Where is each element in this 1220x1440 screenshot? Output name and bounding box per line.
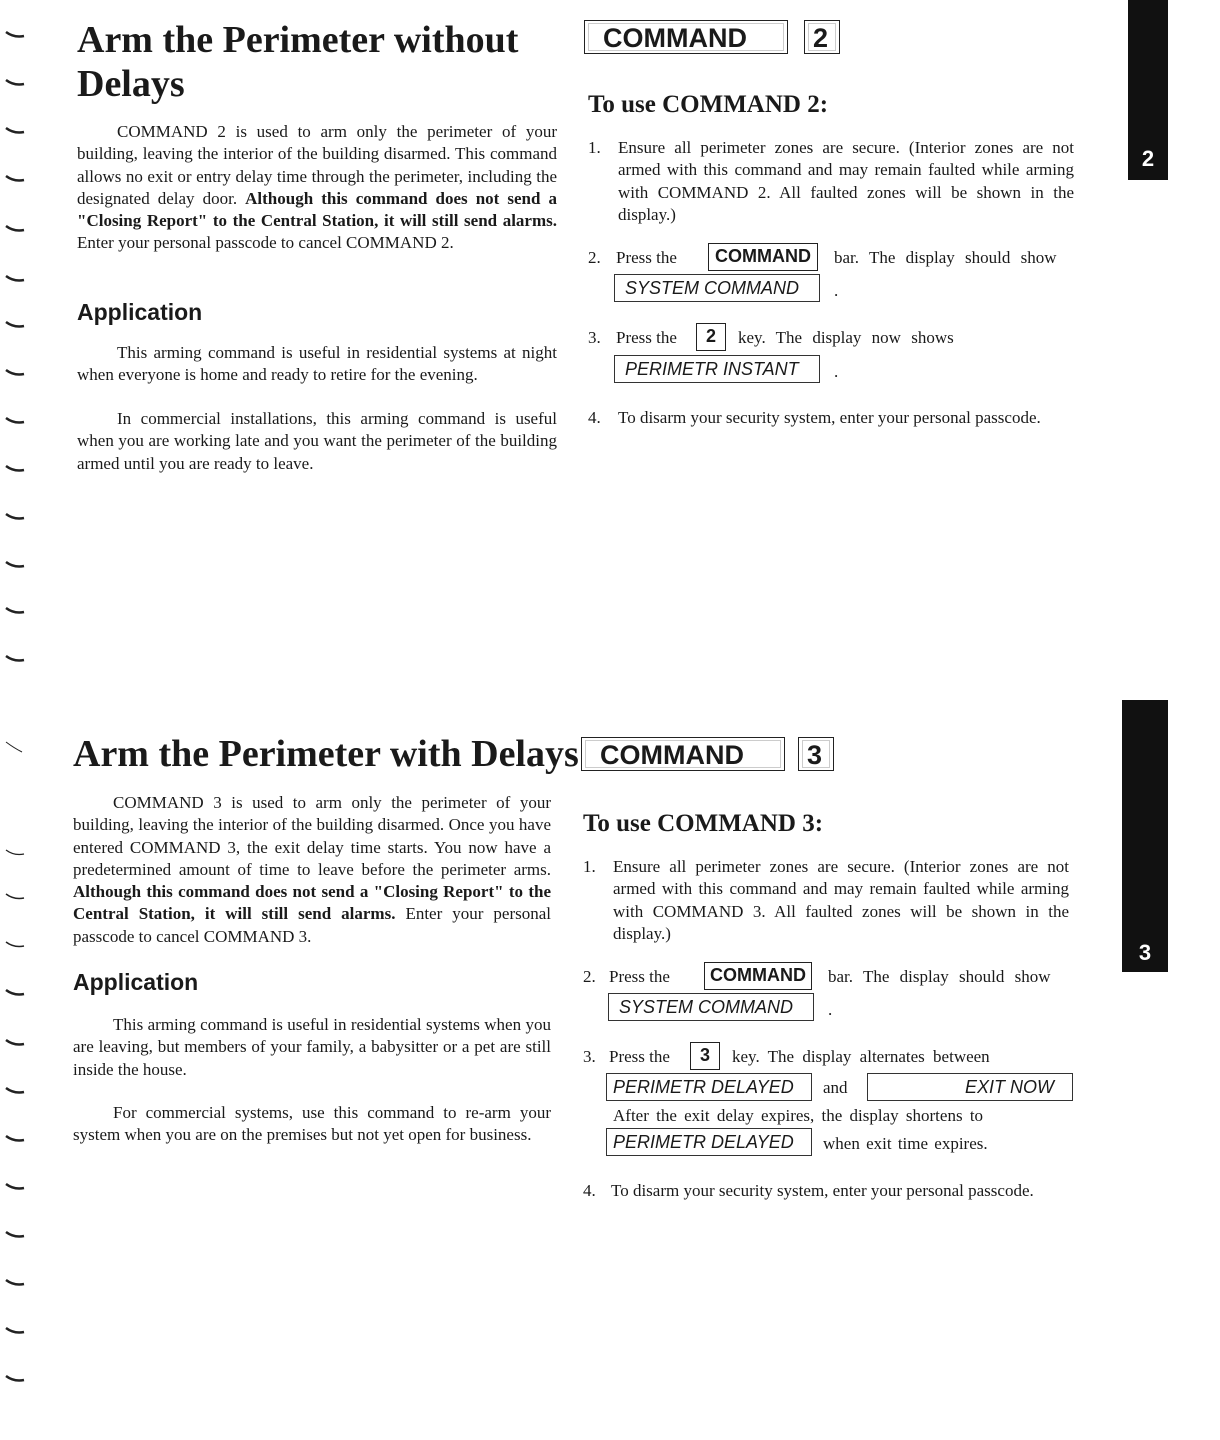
section1-command-key-graphic [584, 20, 788, 54]
section1-page-tab-label: 2 [1141, 146, 1155, 171]
section2-intro-paragraph [73, 792, 551, 948]
section2-step3-when-expires: when exit time expires. [823, 1134, 988, 1153]
section2-step3-after: key. The display alternates between [732, 1047, 990, 1066]
section1-step2-after: bar. The display should show [834, 248, 1057, 267]
section1-application-paragraph1: This arming command is useful in residential systems at night when everyone is home and ready to retire for the evening. [77, 343, 557, 385]
section1-step2-display: SYSTEM COMMAND [614, 274, 820, 302]
section1-step1 [588, 137, 1074, 229]
section2-command-key-graphic [581, 737, 785, 771]
section1-step2-end: . [834, 281, 839, 300]
section2-step3-display-delayed: PERIMETR DELAYED [606, 1073, 812, 1101]
section1-step2-number: 2. [588, 248, 601, 267]
section2-use-heading: To use COMMAND 3: [583, 810, 824, 837]
section2-step2-display: SYSTEM COMMAND [608, 993, 814, 1021]
section2-step4 [583, 1180, 1083, 1204]
section1-title-line2: Delays [77, 63, 185, 105]
section1-step3-number-key-label: 2 [705, 326, 716, 346]
section1-intro-text: COMMAND 2 is used to arm only the perimeter of your building, leaving the interior of the building disarmed. This command allows no exit or entry delay time through the perimeter, including the designated delay door. [77, 122, 557, 208]
section1-step2-command-key [708, 243, 818, 271]
section2-application-paragraph1: This arming command is useful in residential systems when you are leaving, but members of your family, a babysitter or a pet are still inside the house. [73, 1015, 551, 1079]
section2-page-tab-label: 3 [1138, 940, 1152, 965]
section1-number-key-graphic [804, 20, 840, 54]
section2-step3-display-shortened: PERIMETR DELAYED [606, 1128, 812, 1156]
section1-step2-press: Press the [616, 248, 677, 267]
section1-title-line1: Arm the Perimeter without [77, 19, 519, 61]
section2-intro-bold: Although this command does not send a "Closing Report" to the Central Station, it will still send alarms. [73, 882, 551, 924]
section1-intro-paragraph [77, 121, 557, 255]
section2-step2-after: bar. The display should show [828, 967, 1051, 986]
section1-intro-bold: Although this command does not send a "Closing Report" to the Central Station, it will still send alarms. [77, 188, 557, 231]
section2-application-heading: Application [73, 969, 199, 995]
section2-number-key-label: 3 [807, 740, 823, 770]
section1-step3-press: Press the [616, 328, 677, 347]
section2-step4-text: To disarm your security system, enter your personal passcode. [611, 1181, 1034, 1200]
section1-step1-number: 1. [588, 138, 601, 157]
section2-step3-number: 3. [583, 1047, 596, 1066]
section2-step2-end: . [828, 1000, 833, 1019]
section1-application-paragraph2: In commercial installations, this arming command is useful when you are working late and you want the perimeter of the building armed until you are ready to leave. [77, 409, 557, 473]
section2-step1-text: Ensure all perimeter zones are secure. (Interior zones are not armed with this command and may remain faulted while arming with COMMAND 3. All faulted zones will be shown in the display.) [613, 857, 1069, 943]
section2-application-paragraph2: For commercial systems, use this command to re-arm your system when you are on the premises but not yet open for business. [73, 1103, 551, 1145]
section1-step3-after: key. The display now shows [738, 328, 954, 347]
section2-page-tab [1122, 700, 1168, 972]
section1-step1-text: Ensure all perimeter zones are secure. (Interior zones are not armed with this command and may remain faulted while arming with COMMAND 2. All faulted zones will be shown in the display.) [618, 138, 1074, 224]
section2-step3-after-exit: After the exit delay expires, the display shortens to [613, 1106, 984, 1125]
section2-number-key-graphic [798, 737, 834, 771]
section2-step2-press: Press the [609, 967, 670, 986]
section1-application-heading: Application [77, 299, 203, 325]
section1-intro-tail: Enter your personal passcode to cancel COMMAND 2. [77, 233, 454, 253]
section1-step4-text: To disarm your security system, enter your personal passcode. [618, 408, 1041, 427]
section2-step1-number: 1. [583, 857, 596, 876]
section2-step3-number-key [690, 1042, 720, 1070]
section1-command-key-label: COMMAND [603, 23, 747, 53]
section1-step3-number: 3. [588, 328, 601, 347]
section2-title: Arm the Perimeter with Delays [73, 733, 579, 775]
section2-step2-number: 2. [583, 967, 596, 986]
section2-step2-command-key-label: COMMAND [710, 965, 806, 985]
section2-step4-number: 4. [583, 1181, 596, 1200]
section1-step3-display: PERIMETR INSTANT [614, 355, 820, 383]
binding-marks [0, 0, 40, 1440]
section2-step1 [583, 856, 1069, 948]
section1-number-key-label: 2 [813, 23, 829, 53]
section2-step2-command-key [704, 962, 812, 990]
section2-intro-tail: Enter your personal passcode to cancel COMMAND 3. [73, 904, 551, 946]
section1-page-tab [1128, 0, 1168, 180]
section2-command-key-label: COMMAND [600, 740, 744, 770]
section1-step3-number-key [696, 323, 726, 351]
section1-step4 [588, 407, 1088, 431]
section1-use-heading: To use COMMAND 2: [588, 91, 829, 118]
section2-step3-press: Press the [609, 1047, 670, 1066]
section2-step3-and: and [823, 1078, 848, 1097]
section2-intro-text: COMMAND 3 is used to arm only the perimeter of your building, leaving the interior of the building disarmed. Once you have entered COMMAND 3, the exit delay time starts. You now have a predetermined amount of time to leave before the perimeter arms. [73, 793, 551, 879]
section2-step3-number-key-label: 3 [699, 1045, 710, 1065]
section1-step3-end: . [834, 362, 839, 381]
section2-step3-display-exit-now: EXIT NOW [867, 1073, 1073, 1101]
section1-step2-command-key-label: COMMAND [715, 246, 811, 266]
section1-step4-number: 4. [588, 408, 601, 427]
